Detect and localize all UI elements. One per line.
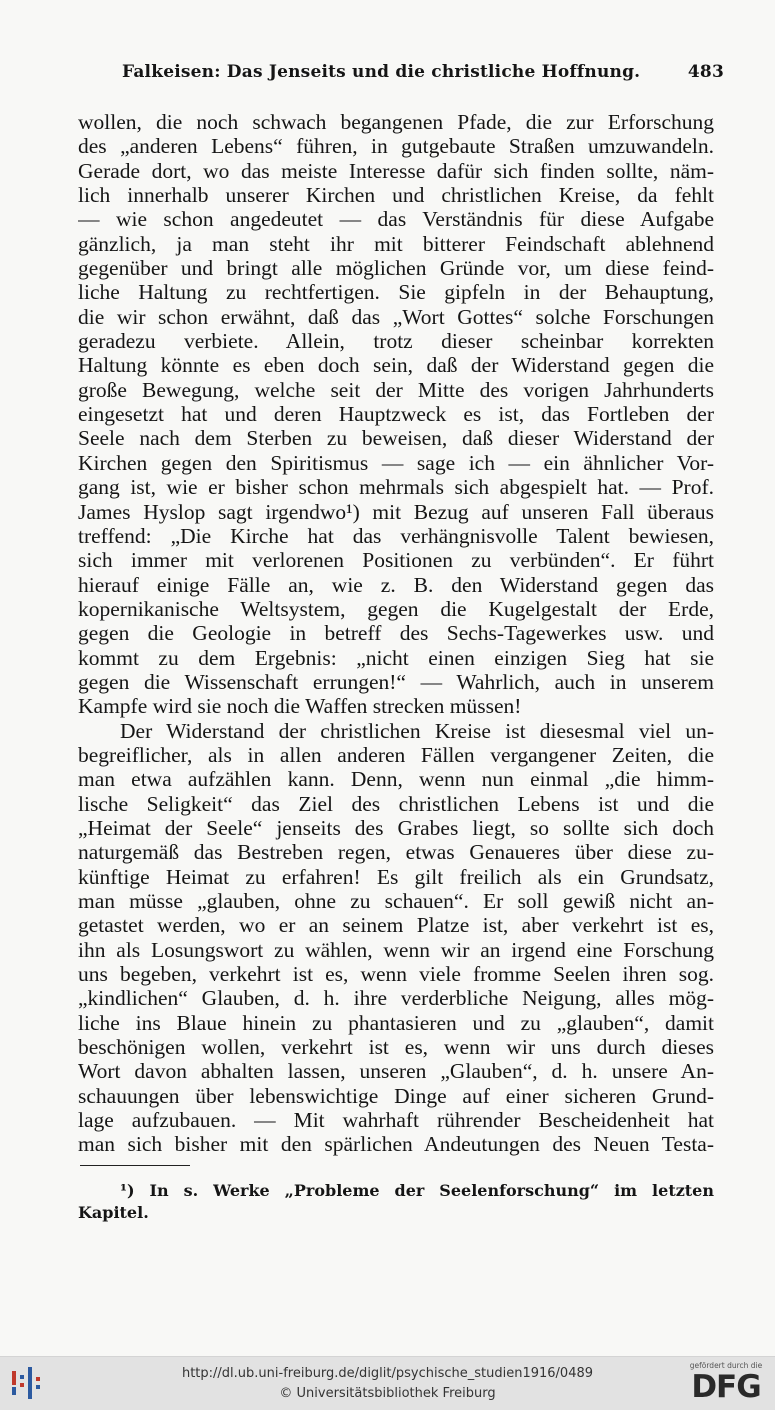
copyright-notice: © Universitätsbibliothek Freiburg: [279, 1386, 496, 1401]
viewer-footer-bar: [0, 1356, 775, 1410]
text-line: Gerade dort, wo das meiste Interesse dafür sich finden sollte, näm-: [78, 158, 714, 183]
text-line: des „anderen Lebens“ führen, in gutgebaute Straßen umzuwandeln.: [78, 134, 714, 159]
text-line: Haltung könnte es eben doch sein, daß der Widerstand gegen die: [78, 353, 714, 378]
text-line: Wort davon abhalten lassen, unseren „Glauben“, d. h. unsere An-: [78, 1059, 714, 1084]
text-line: naturgemäß das Bestreben regen, etwas Genaueres über diese zu-: [78, 840, 714, 865]
text-line: man sich bisher mit den spärlichen Andeutungen des Neuen Testa-: [78, 1132, 714, 1157]
text-line: — wie schon angedeutet — das Verständnis für diese Aufgabe: [78, 207, 714, 232]
text-line: Seele nach dem Sterben zu beweisen, daß dieser Widerstand der: [78, 426, 714, 451]
text-line: hierauf einige Fälle an, wie z. B. den Widerstand gegen das: [78, 572, 714, 597]
text-line: man müsse „glauben, ohne zu schauen“. Er soll gewiß nicht an-: [78, 889, 714, 913]
text-line: lich innerhalb unserer Kirchen und christlichen Kreise, da fehlt: [78, 183, 714, 208]
body-text: [78, 110, 714, 1157]
text-line: kommt zu dem Ergebnis: „nicht einen einzigen Sieg hat sie: [78, 645, 714, 670]
text-line: geradezu verbiete. Allein, trotz dieser scheinbar korrekten: [78, 329, 714, 354]
text-line: schauungen über lebenswichtige Dinge auf einer sicheren Grund-: [78, 1083, 714, 1108]
text-line: gegen die Geologie in betreff des Sechs-Tagewerkes usw. und: [78, 621, 714, 646]
header-title: Falkeisen: Das Jenseits und die christliche Hoffnung.: [122, 62, 641, 82]
dfg-wordmark: DFG: [691, 1369, 761, 1405]
text-line: begreiflicher, als in allen anderen Fällen vergangener Zeiten, die: [78, 742, 714, 767]
text-line: James Hyslop sagt irgendwo¹) mit Bezug auf unseren Fall überaus: [78, 499, 714, 524]
footnote: [78, 1180, 714, 1224]
text-line: eingesetzt hat und deren Hauptzweck es ist, das Fortleben der: [78, 402, 714, 427]
text-line: Kampfe wird sie noch die Waffen strecken müssen!: [78, 694, 522, 719]
text-line: uns begeben, verkehrt ist es, wenn viele fromme Seelen ihren sog.: [78, 962, 714, 987]
dfg-logo: [685, 1361, 767, 1407]
text-line: gegenüber und bringt alle möglichen Gründe vor, um diese feind-: [78, 256, 714, 281]
text-line: kopernikanische Weltsystem, gegen die Kugelgestalt der Erde,: [78, 596, 714, 621]
text-line: gegen die Wissenschaft errungen!“ — Wahrlich, auch in unserem: [78, 669, 714, 694]
text-line: lage aufzubauen. — Mit wahrhaft rührender Bescheidenheit hat: [78, 1108, 714, 1133]
text-line: treffend: „Die Kirche hat das verhängnisvolle Talent bewiesen,: [78, 523, 714, 548]
footnote-line: ¹) In s. Werke „Probleme der Seelenforschung“ im letzten: [120, 1181, 714, 1200]
text-line: wollen, die noch schwach begangenen Pfade, die zur Erforschung: [78, 110, 714, 134]
text-line: große Bewegung, welche seit der Mitte des vorigen Jahrhunderts: [78, 377, 714, 402]
text-line: lische Seligkeit“ das Ziel des christlichen Lebens ist und die: [78, 791, 714, 816]
text-line: die wir schon erwähnt, daß das „Wort Gottes“ solche Forschungen: [78, 304, 714, 329]
text-line: liche Haltung zu rechtfertigen. Sie gipfeln in der Behauptung,: [78, 280, 714, 305]
text-line: gang ist, wie er bisher schon mehrmals sich abgespielt hat. — Prof.: [78, 475, 714, 500]
text-line: man etwa aufzählen kann. Denn, wenn nun einmal „die himm-: [78, 767, 714, 792]
permalink-url[interactable]: http://dl.ub.uni-freiburg.de/diglit/psychische_studien1916/0489: [181, 1366, 594, 1381]
text-line: „Heimat der Seele“ jenseits des Grabes liegt, so sollte sich doch: [78, 815, 714, 840]
text-line: liche ins Blaue hinein zu phantasieren und zu „glauben“, damit: [78, 1010, 714, 1035]
text-line: gänzlich, ja man steht ihr mit bitterer Feindschaft ablehnend: [78, 231, 714, 256]
dfg-funding-text: gefördert durch die: [689, 1361, 763, 1370]
text-line: getastet werden, wo er an seinem Platze ist, aber verkehrt ist es,: [78, 913, 714, 938]
text-line: sich immer mit verlorenen Positionen zu verbünden“. Er führt: [78, 548, 714, 573]
text-line: künftige Heimat zu erfahren! Es gilt freilich als ein Grundsatz,: [78, 864, 714, 889]
text-line: Der Widerstand der christlichen Kreise ist diesesmal viel un-: [120, 718, 714, 743]
footnote-line: Kapitel.: [78, 1203, 149, 1222]
text-line: beschönigen wollen, verkehrt ist es, wenn wir uns durch dieses: [78, 1035, 714, 1060]
text-line: ihn als Losungswort zu wählen, wenn wir an irgend eine Forschung: [78, 937, 714, 962]
page-number: 483: [687, 62, 724, 82]
footnote-divider: [80, 1165, 190, 1166]
text-line: „kindlichen“ Glauben, d. h. ihre verderbliche Neigung, alles mög-: [78, 986, 714, 1011]
text-line: Kirchen gegen den Spiritismus — sage ich — ein ähnlicher Vor-: [78, 450, 714, 475]
